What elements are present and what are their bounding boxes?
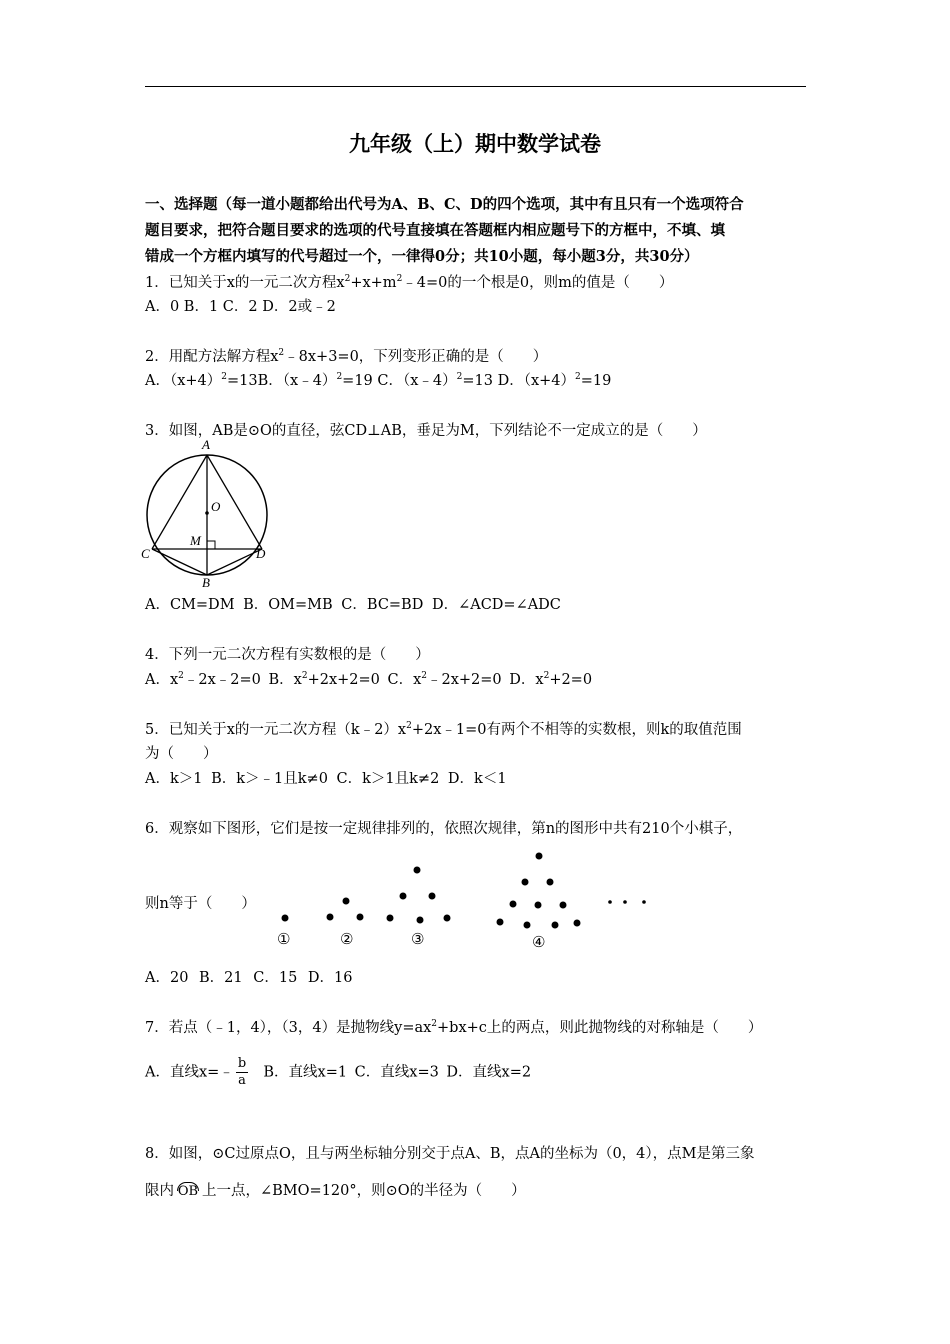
circle-diagram bbox=[140, 437, 275, 589]
question-6: 6．观察如下图形，它们是按一定规律排列的，依照次规律，第n的图形中共有210个小棋子， bbox=[145, 821, 743, 837]
question-5: 5．已知关于x的一元二次方程$(k﹣2)x^2+2x﹣1=0$有两个不相等的实数根，则k的取值范围 bbox=[145, 721, 742, 738]
question-4: 4．下列一元二次方程有实数根的是（ ） bbox=[145, 647, 430, 663]
arc-ob: OB bbox=[177, 1184, 199, 1199]
question-1: 1．已知关于x的一元二次方程$x^2+x+m^2﹣4=0$的一个根是0，则m的值是（ ） bbox=[145, 274, 674, 291]
question-6-line2: 则n等于（ ） bbox=[145, 896, 256, 912]
label-o: O bbox=[211, 499, 221, 514]
question-3-options: A．CM=DM B．OM=MB C．BC=BD D．∠ACD=∠ADC bbox=[145, 597, 561, 613]
figure-label-2: ② bbox=[340, 930, 354, 948]
figure-label-1: ① bbox=[277, 930, 291, 948]
label-c: C bbox=[141, 546, 150, 561]
question-7: 7．若点（﹣1，4），（3，4）是抛物线$y=ax^2+bx+c$上的两点，则此抛物线的对称轴是（ ） bbox=[145, 1019, 763, 1036]
label-b: B bbox=[202, 575, 210, 589]
label-a: A bbox=[202, 437, 210, 452]
label-d: D bbox=[256, 546, 266, 561]
question-5-options: A．k＞1 B．k＞﹣1且k≠0 C．k＞1且k≠2 D．k＜1 bbox=[145, 771, 507, 787]
header-rule bbox=[145, 86, 806, 87]
label-m: M bbox=[190, 533, 201, 548]
fraction-b-over-a: $\frac{b}{a}$ bbox=[237, 1056, 247, 1088]
question-2-options: A．$(x+4)^2=13B$．（x﹣4）$^2$=19 C．（x﹣4）$^2$=13 D．$(x+4)^2=19$ bbox=[145, 372, 612, 389]
question-7-options: A．直线x=﹣ $\frac{b}{a}$ B．直线x=1 C．直线x=3 D．直线x=2 bbox=[145, 1056, 532, 1088]
question-6-options: A．20 B．21 C．15 D．16 bbox=[145, 970, 353, 986]
chess-pattern-figure bbox=[270, 845, 650, 950]
question-3: 3．如图，AB是⊙O的直径，弦CD⊥AB，垂足为M，下列结论不一定成立的是（ ） bbox=[145, 423, 707, 439]
page-title: 九年级（上）期中数学试卷 bbox=[349, 131, 601, 156]
section-heading-line2: 题目要求，把符合题目要求的选项的代号直接填在答题框内相应题号下的方框中，不填、填 bbox=[145, 222, 725, 239]
section-heading-line1: 一、选择题（每一道小题都给出代号为A、B、C、D的四个选项，其中有且只有一个选项符合 bbox=[145, 196, 744, 213]
question-4-options: A．$x^2﹣2x﹣2=0$ B．$x^2+2x+2=0$ C．$x^2﹣2x+2=0$ D．$x^2+2=0$ bbox=[145, 671, 593, 688]
question-5-line2: 为（ ） bbox=[145, 746, 218, 762]
section-heading-line3: 错成一个方框内填写的代号超过一个，一律得0分；共10小题，每小题3分，共30分） bbox=[145, 248, 699, 265]
question-1-options: A．0 B．1 C．2 D．2或﹣2 bbox=[145, 299, 336, 315]
question-8-line2: 限内 OB 上一点，∠BMO=120°，则⊙O的半径为（ ） bbox=[145, 1183, 526, 1199]
question-8: 8．如图，⊙C过原点O，且与两坐标轴分别交于点A、B，点A的坐标为（0，4），点M是第三象 bbox=[145, 1146, 755, 1162]
figure-label-4: ④ bbox=[532, 933, 546, 950]
question-2: 2．用配方法解方程$x^2﹣8x+3=0$，下列变形正确的是（ ） bbox=[145, 348, 548, 365]
figure-label-3: ③ bbox=[411, 930, 425, 948]
